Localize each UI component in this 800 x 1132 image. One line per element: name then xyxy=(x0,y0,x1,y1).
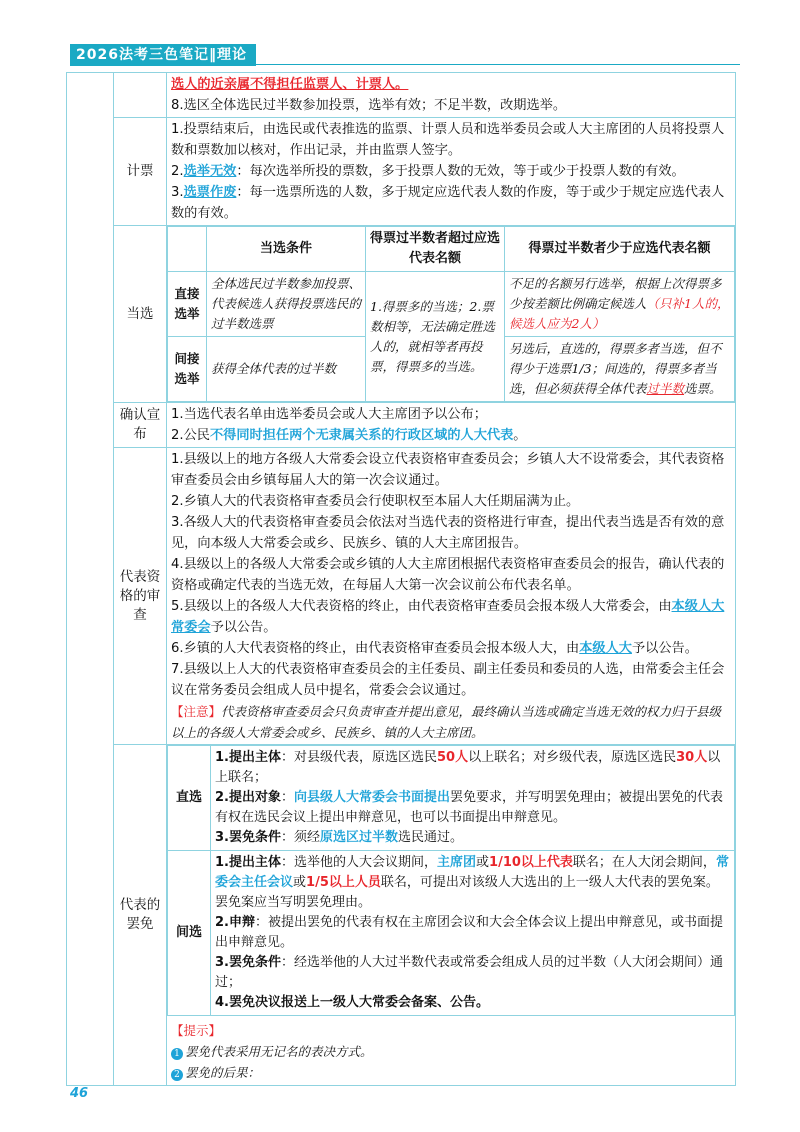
cell-bamian xyxy=(167,745,736,1086)
shencha-p3: 3.各级人大的代表资格审查委员会依法对当选代表的资格进行审查，提出代表当选是否有效的意见，向本级人大常委会或乡、民族乡、镇的人大主席团报告。 xyxy=(171,515,725,551)
shencha-p2: 2.乡镇人大的代表资格审查委员会行使职权至本届人大任期届满为止。 xyxy=(171,494,580,509)
left-margin-cell xyxy=(67,73,114,1086)
indirect-c: 3.罢免条件：经选举他的人大过半数代表或常委会组成人员的过半数（人大闭会期间）通过； xyxy=(215,955,723,990)
tip-2: 2 罢免的后果： xyxy=(171,1062,731,1083)
shencha-note: 【注意】代表资格审查委员会只负责审查并提出意见，最终确认当选或确定当选无效的权力归于县级以上的各级人大常委会或乡、民族乡、镇的人大主席团。 xyxy=(171,704,722,740)
shencha-p4: 4.县级以上的各级人大常委会或乡镇的人大主席团根据代表资格审查委员会的报告，确认代表的资格或确定代表的当选无效，在每届人大第一次会议前公布代表名单。 xyxy=(171,557,725,593)
cell-queren xyxy=(167,403,736,448)
tip-1: 1 罢免代表采用无记名的表决方式。 xyxy=(171,1041,731,1062)
dx-corner xyxy=(168,227,207,272)
dangxuan-table xyxy=(167,226,735,402)
bamian-label-direct: 直选 xyxy=(168,746,211,851)
jipiao-p2: 2.选举无效：每次选举所投的票数，多于投票人数的无效，等于或少于投票人数的有效。 xyxy=(171,164,685,179)
direct-b: 2.提出对象：向县级人大常委会书面提出罢免要求，并写明罢免理由；被提出罢免的代表有权在选民会议上提出申辩意见，也可以书面提出申辩意见。 xyxy=(215,790,724,825)
shencha-p1: 1.县级以上的地方各级人大常委会设立代表资格审查委员会；乡镇人大不设常委会，其代表资格审查委员会由乡镇每届人大的第一次会议通过。 xyxy=(171,452,725,488)
dx-label-direct: 直接选举 xyxy=(168,272,207,337)
dx-header-cond: 当选条件 xyxy=(207,227,366,272)
cell-jipiao-top xyxy=(167,73,736,118)
tip-tag: 【提示】 xyxy=(171,1023,222,1038)
cell-dangxuan xyxy=(167,226,736,403)
keyword-queren: 不得同时担任两个无隶属关系的行政区域的人大代表 xyxy=(209,428,514,443)
bamian-tips xyxy=(167,1016,735,1085)
bamian-table xyxy=(167,745,735,1016)
bamian-direct xyxy=(211,746,735,851)
number-badge-icon: 1 xyxy=(171,1048,183,1060)
dx-indirect-under: 另选后，直选的，得票多者当选，但不得少于选票1/3；间选的，得票多者当选，但必须获得全体代表过半数选票。 xyxy=(505,337,735,402)
number-badge-icon: 2 xyxy=(171,1069,183,1081)
dx-indirect-cond: 获得全体代表的过半数 xyxy=(207,337,366,402)
queren-p1: 1.当选代表名单由选举委员会或人大主席团予以公布； xyxy=(171,407,487,422)
header-title: 2026法考三色笔记‖理论 xyxy=(70,44,256,66)
empty-label-cell xyxy=(114,73,167,118)
label-queren: 确认宣布 xyxy=(114,403,167,448)
row-dangxuan xyxy=(67,226,736,403)
label-shencha: 代表资格的审查 xyxy=(114,448,167,745)
header-rule xyxy=(256,64,740,65)
indirect-a: 1.提出主体：选举他的人大会议期间，主席团或1/10以上代表联名；在人大闭会期间，常委会主任会议或1/5以上人员联名，可提出对该级人大选出的上一级人大代表的罢免案。罢免案应当写明罢免理由。 xyxy=(215,855,729,910)
jipiao-top-line2: 8.选区全体选民过半数参加投票，选举有效；不足半数，改期选举。 xyxy=(171,98,567,113)
shencha-p5: 5.县级以上的各级人大代表资格的终止，由代表资格审查委员会报本级人大常委会，由本级人大常委会予以公告。 xyxy=(171,599,725,635)
cell-shencha xyxy=(167,448,736,745)
keyword-xuanpiaozuofei: 选票作废 xyxy=(183,185,237,200)
shencha-p7: 7.县级以上人大的代表资格审查委员会的主任委员、副主任委员和委员的人选，由常委会主任会议在常务委员会组成人员中提名，常委会会议通过。 xyxy=(171,662,725,698)
notes-table xyxy=(66,72,736,1086)
label-jipiao: 计票 xyxy=(114,118,167,226)
dx-shared-rule: 1.得票多的当选；2.票数相等，无法确定胜选人的，就相等者再投票，得票多的当选。 xyxy=(366,272,505,402)
direct-a: 1.提出主体：对县级代表，原选区选民50人以上联名；对乡级代表，原选区选民30人以上联名； xyxy=(215,750,721,785)
direct-c: 3.罢免条件：须经原选区过半数选民通过。 xyxy=(215,830,464,845)
indirect-b: 2.申辩：被提出罢免的代表有权在主席团会议和大会全体会议上提出申辩意见，或书面提出申辩意见。 xyxy=(215,915,723,950)
bamian-indirect xyxy=(211,851,735,1016)
label-dangxuan: 当选 xyxy=(114,226,167,403)
indirect-d: 4.罢免决议报送上一级人大常委会备案、公告。 xyxy=(215,995,489,1010)
row-shencha xyxy=(67,448,736,745)
bamian-label-indirect: 间选 xyxy=(168,851,211,1016)
row-jipiao-top xyxy=(67,73,736,118)
dx-label-indirect: 间接选举 xyxy=(168,337,207,402)
row-bamian xyxy=(67,745,736,1086)
jipiao-top-line1: 选人的近亲属不得担任监票人、计票人。 xyxy=(171,77,409,92)
label-bamian: 代表的罢免 xyxy=(114,745,167,1086)
dx-direct-under: 不足的名额另行选举，根据上次得票多少按差额比例确定候选人（只补1人的，候选人应为2人） xyxy=(505,272,735,337)
dx-header-under: 得票过半数者少于应选代表名额 xyxy=(505,227,735,272)
row-queren xyxy=(67,403,736,448)
jipiao-p1: 1.投票结束后，由选民或代表推选的监票、计票人员和选举委员会或人大主席团的人员将投票人数和票数加以核对，作出记录，并由监票人签字。 xyxy=(171,122,725,158)
keyword-xuanjuwuxiao: 选举无效 xyxy=(183,164,237,179)
cell-jipiao xyxy=(167,118,736,226)
jipiao-p3: 3.选票作废：每一选票所选的人数，多于规定应选代表人数的作废，等于或少于规定应选代表人数的有效。 xyxy=(171,185,725,221)
shencha-p6: 6.乡镇的人大代表资格的终止，由代表资格审查委员会报本级人大，由本级人大予以公告。 xyxy=(171,641,698,656)
queren-p2: 2.公民不得同时担任两个无隶属关系的行政区域的人大代表。 xyxy=(171,428,527,443)
dx-direct-cond: 全体选民过半数参加投票、代表候选人获得投票选民的过半数选票 xyxy=(207,272,366,337)
dx-header-over: 得票过半数者超过应选代表名额 xyxy=(366,227,505,272)
row-jipiao xyxy=(67,118,736,226)
page-number: 46 xyxy=(70,1086,89,1101)
